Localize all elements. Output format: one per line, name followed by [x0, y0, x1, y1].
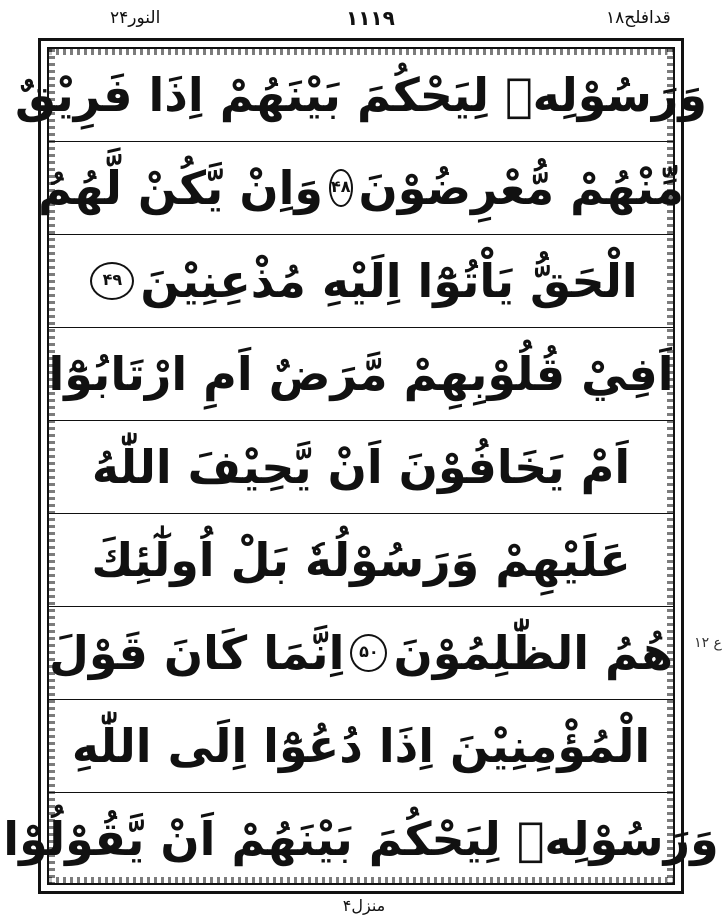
ayah-marker-50: ۵۰: [350, 634, 387, 672]
verse-line-3: [49, 235, 673, 327]
ayah-marker-48: ۴۸: [329, 169, 353, 207]
verse-text: اِنَّمَا كَانَ قَوْلَ: [49, 626, 345, 680]
verse-line-4: [49, 328, 673, 420]
verse-text: وَرَسُوْلِهٖ لِيَحْكُمَ بَيْنَهُمْ اِذَا فَرِيْقٌ: [15, 68, 707, 122]
page-header: [0, 4, 728, 34]
verse-text: الْحَقُّ يَاْتُوْٓا اِلَيْهِ مُذْعِنِيْنَ: [140, 254, 638, 308]
verse-text: هُمُ الظّٰلِمُوْنَ: [393, 626, 673, 680]
juz-name: قدافلح۱۸: [606, 8, 671, 28]
verse-text: اَفِيْ قُلُوْبِهِمْ مَّرَضٌ اَمِ ارْتَابُوْٓا: [48, 347, 674, 401]
verse-line-1: [15, 49, 707, 141]
verse-text: مِّنْهُمْ مُّعْرِضُوْنَ: [358, 161, 684, 215]
verse-line-8: [49, 700, 673, 792]
verse-line-2: [38, 142, 684, 234]
verse-text: عَلَيْهِمْ وَرَسُوْلُهٗ بَلْ اُولٰٓئِكَ: [91, 533, 631, 587]
verse-line-6: [49, 514, 673, 606]
verse-line-9: [3, 793, 719, 885]
verse-text: وَاِنْ يَّكُنْ لَّهُمُ: [38, 161, 323, 215]
margin-note: ع ۱۲: [694, 635, 722, 651]
ayah-marker-49: ۴۹: [90, 262, 134, 300]
page-number: ۱۱۱۹: [346, 6, 395, 30]
verse-line-5: [49, 421, 673, 513]
surah-name: النور۲۴: [110, 8, 161, 28]
verse-text: الْمُؤْمِنِيْنَ اِذَا دُعُوْٓا اِلَى اللّٰهِ: [71, 719, 651, 773]
manzil-footer: منزل۴: [342, 896, 386, 915]
verse-line-7: [49, 607, 673, 699]
verse-text: وَرَسُوْلِهٖ لِيَحْكُمَ بَيْنَهُمْ اَنْ يَّقُوْلُوْا: [3, 812, 719, 866]
verse-text: اَمْ يَخَافُوْنَ اَنْ يَّحِيْفَ اللّٰهُ: [91, 440, 631, 494]
